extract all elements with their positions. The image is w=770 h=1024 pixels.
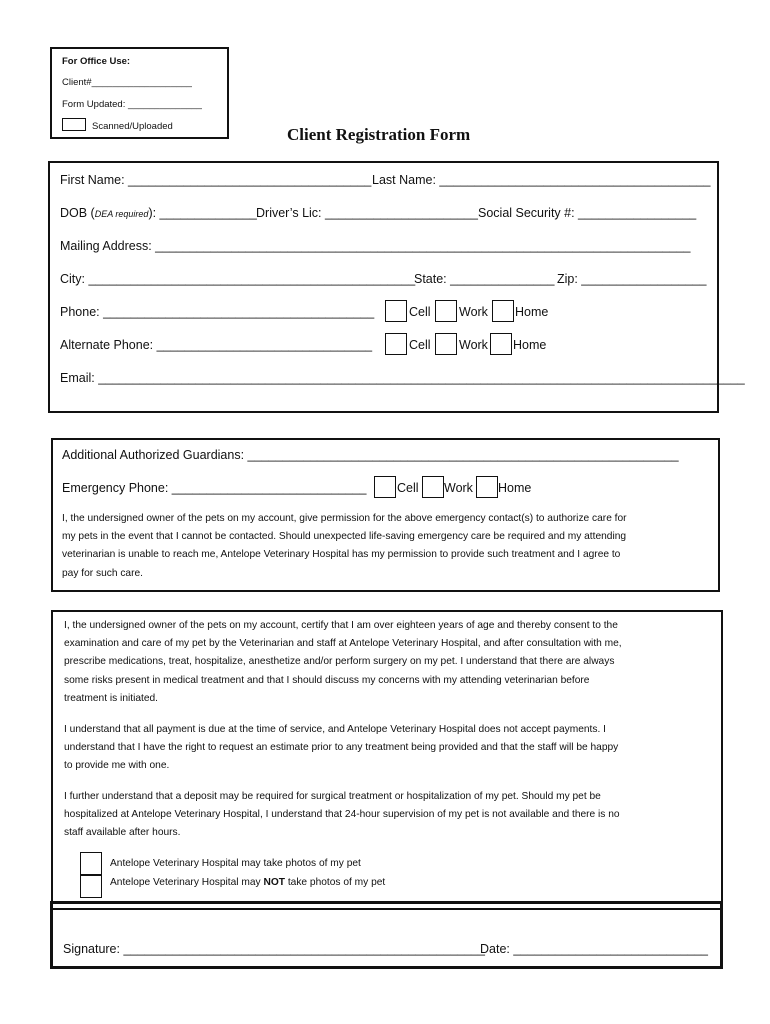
payment-paragraph xyxy=(64,721,716,776)
emergency-cell-checkbox[interactable] xyxy=(374,476,396,498)
signature-section xyxy=(50,901,723,969)
emergency-consent-paragraph xyxy=(62,510,712,583)
dob-note: DEA required xyxy=(94,209,149,219)
paragraph-line: treatment is initiated. xyxy=(64,692,158,704)
alternate-phone-field[interactable]: Alternate Phone: _______________________________ xyxy=(60,338,373,352)
emergency-phone-field[interactable]: Emergency Phone: ____________________________ xyxy=(62,481,367,495)
alt-phone-work-checkbox[interactable] xyxy=(435,333,457,355)
form-updated-field[interactable]: Form Updated: ______________ xyxy=(62,99,202,110)
phone-home-checkbox[interactable] xyxy=(492,300,514,322)
office-use-heading: For Office Use: xyxy=(62,56,131,67)
alt-phone-work-label: Work xyxy=(459,338,488,352)
alt-phone-home-checkbox[interactable] xyxy=(490,333,512,355)
phone-home-label: Home xyxy=(515,305,549,319)
photo-not-suffix: take photos of my pet xyxy=(287,877,386,888)
guardians-field[interactable]: Additional Authorized Guardians: ______________________________________________________________ xyxy=(62,448,679,462)
dob-label: DOB ( xyxy=(60,206,95,220)
paragraph-line: I, the undersigned owner of the pets on my account, certify that I am over eighteen years of age and thereby consent to the xyxy=(64,620,618,631)
page-title: Client Registration Form xyxy=(287,125,471,144)
dob-field[interactable] xyxy=(60,206,257,220)
phone-field[interactable]: Phone: _______________________________________ xyxy=(60,305,375,319)
dob-blank: ): ______________ xyxy=(148,206,257,220)
last-name-field[interactable]: Last Name: _______________________________________ xyxy=(372,173,711,187)
zip-field[interactable]: Zip: __________________ xyxy=(557,272,707,286)
photo-not-prefix: Antelope Veterinary Hospital may xyxy=(110,877,261,888)
state-field[interactable]: State: _______________ xyxy=(414,272,555,286)
paragraph-line: some risks present in medical treatment and that I should discuss my concerns with my attending veterinarian before xyxy=(64,674,590,686)
photo-allowed-checkbox[interactable] xyxy=(80,852,102,875)
phone-work-label: Work xyxy=(459,305,488,319)
alt-phone-cell-label: Cell xyxy=(409,338,431,352)
consent-line: my pets in the event that I cannot be contacted. Should unexpected life-saving emergency care be required and my attending xyxy=(62,531,627,543)
client-number-field[interactable]: Client#___________________ xyxy=(62,77,192,88)
photo-not-emphasis: NOT xyxy=(263,877,285,888)
consent-line: I, the undersigned owner of the pets on my account, give permission for the above emergency contact(s) to authorize care for xyxy=(62,513,627,524)
phone-cell-label: Cell xyxy=(409,305,431,319)
photo-not-allowed-checkbox[interactable] xyxy=(80,875,102,898)
photo-not-allowed-label xyxy=(110,877,385,888)
consent-paragraph-1 xyxy=(64,617,716,708)
paragraph-line: understand that I have the right to request an estimate prior to any treatment being provided and that the staff will be happy xyxy=(64,742,619,754)
drivers-license-field[interactable]: Driver’s Lic: ______________________ xyxy=(256,206,478,220)
photo-allowed-label: Antelope Veterinary Hospital may take photos of my pet xyxy=(110,858,361,869)
deposit-paragraph xyxy=(64,788,716,843)
paragraph-line: staff available after hours. xyxy=(64,827,181,839)
emergency-cell-label: Cell xyxy=(397,481,419,495)
paragraph-line: I understand that all payment is due at the time of service, and Antelope Veterinary Hospital does not accept payments. I xyxy=(64,724,606,735)
emergency-home-label: Home xyxy=(498,481,532,495)
alt-phone-cell-checkbox[interactable] xyxy=(385,333,407,355)
scanned-uploaded-label: Scanned/Uploaded xyxy=(92,121,173,132)
ssn-field[interactable]: Social Security #: _________________ xyxy=(478,206,697,220)
city-field[interactable]: City: _______________________________________________ xyxy=(60,272,416,286)
consent-line: veterinarian is unable to reach me, Antelope Veterinary Hospital has my permission to provide such treatment and I agree to xyxy=(62,549,621,561)
paragraph-line: hospitalized at Antelope Veterinary Hospital, I understand that 24-hour supervision of my pet is not available and there is no xyxy=(64,809,620,821)
alt-phone-home-label: Home xyxy=(513,338,547,352)
consent-line: pay for such care. xyxy=(62,567,143,579)
scanned-uploaded-checkbox[interactable] xyxy=(62,118,86,131)
first-name-field[interactable]: First Name: ___________________________________ xyxy=(60,173,372,187)
email-field[interactable]: Email: _____________________________________________________________________________________________ xyxy=(60,371,745,385)
emergency-work-label: Work xyxy=(444,481,473,495)
paragraph-line: prescribe medications, treat, hospitalize, anesthetize and/or perform surgery on my pet. I understand that there are always xyxy=(64,656,615,668)
phone-cell-checkbox[interactable] xyxy=(385,300,407,322)
mailing-address-field[interactable]: Mailing Address: _____________________________________________________________________________ xyxy=(60,239,691,253)
emergency-home-checkbox[interactable] xyxy=(476,476,498,498)
phone-work-checkbox[interactable] xyxy=(435,300,457,322)
paragraph-line: to provide me with one. xyxy=(64,760,170,772)
date-field[interactable]: Date: ____________________________ xyxy=(480,942,709,956)
emergency-work-checkbox[interactable] xyxy=(422,476,444,498)
paragraph-line: examination and care of my pet by the Veterinarian and staff at Antelope Veterinary Hospital, and after consultation with me, xyxy=(64,638,622,650)
signature-field[interactable]: Signature: ____________________________________________________ xyxy=(63,942,485,956)
paragraph-line: I further understand that a deposit may be required for surgical treatment or hospitalization of my pet. Should my pet be xyxy=(64,791,601,802)
